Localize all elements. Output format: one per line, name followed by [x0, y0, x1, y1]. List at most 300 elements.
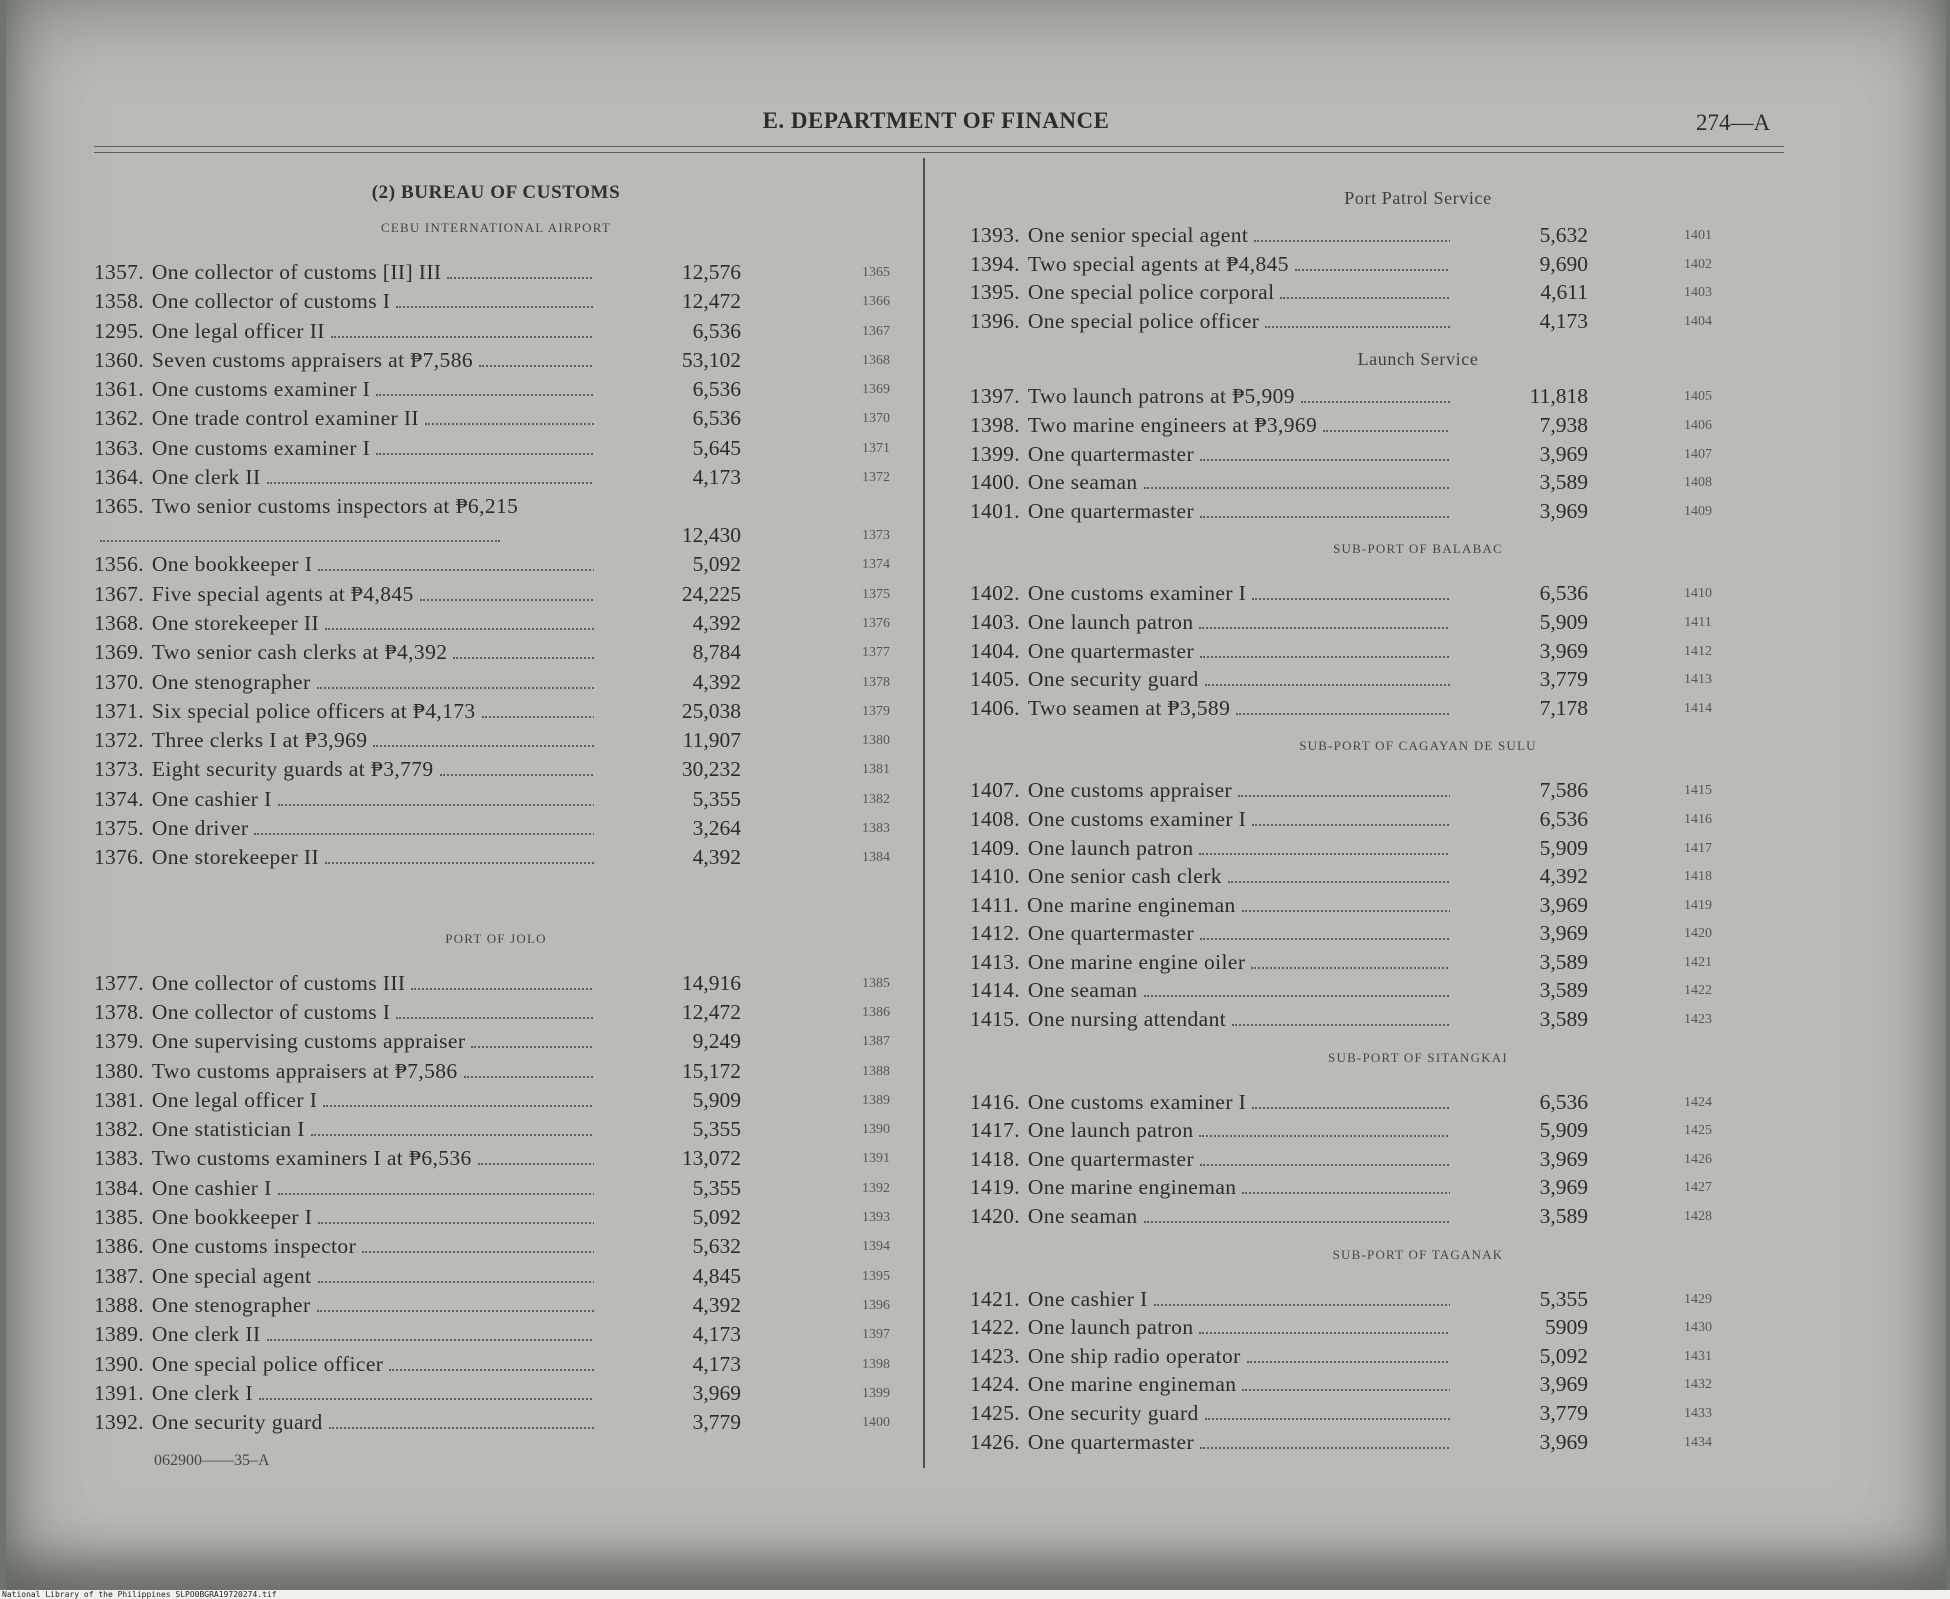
leader-dots	[376, 453, 594, 455]
item-amount: 15,172	[681, 1058, 741, 1083]
item-description	[970, 834, 1450, 863]
column-divider	[923, 158, 925, 1468]
item-text: One nursing attendant	[1027, 1007, 1227, 1032]
item-reference: 1418	[1684, 869, 1712, 885]
table-row	[76, 969, 916, 998]
item-amount: 6,536	[1539, 1089, 1588, 1114]
leader-dots	[1232, 1024, 1450, 1026]
item-number: 1421.	[970, 1286, 1020, 1311]
table-row	[958, 1202, 1878, 1231]
item-number: 1367.	[94, 581, 144, 606]
item-text: One cashier I	[151, 1175, 272, 1200]
item-description	[970, 579, 1450, 608]
item-text: One marine engineman	[1027, 1372, 1237, 1397]
item-text: Six special police officers at ₱4,173	[151, 698, 476, 723]
item-amount: 12,576	[681, 260, 741, 284]
table-row	[958, 976, 1878, 1005]
table-row	[958, 221, 1878, 250]
item-amount: 4,173	[692, 1322, 741, 1347]
group-heading: SUB-PORT OF TAGANAK	[1332, 1246, 1504, 1262]
item-reference: 1373	[862, 528, 890, 544]
group-heading: Launch Service	[1357, 349, 1479, 370]
item-text: One quartermaster	[1027, 638, 1195, 663]
leader-dots	[1199, 627, 1450, 629]
item-description	[970, 637, 1450, 666]
item-number: 1412.	[970, 921, 1020, 946]
leader-dots	[1200, 1447, 1450, 1449]
item-reference: 1421	[1684, 954, 1712, 970]
item-text: One special police officer	[151, 1351, 384, 1376]
item-number: 1363.	[94, 435, 144, 460]
item-number: 1406.	[970, 695, 1020, 720]
leader-dots	[1265, 326, 1450, 328]
item-amount: 7,178	[1539, 695, 1588, 720]
item-amount: 3,969	[1539, 1372, 1588, 1397]
item-text: One quartermaster	[1027, 1429, 1195, 1454]
item-number: 1371.	[94, 698, 144, 723]
item-description	[94, 463, 594, 492]
item-text: Two marine engineers at ₱3,969	[1027, 412, 1318, 437]
item-list	[958, 382, 1878, 525]
item-number: 1380.	[94, 1058, 144, 1083]
header-rule-top	[94, 146, 1784, 147]
item-amount: 5,355	[692, 1175, 741, 1200]
table-row	[76, 317, 916, 346]
table-row	[958, 1370, 1878, 1399]
item-amount: 4,173	[692, 1351, 741, 1376]
item-text: One legal officer II	[151, 318, 325, 343]
item-amount: 3,969	[1539, 638, 1588, 663]
table-row	[958, 579, 1878, 608]
item-reference: 1417	[1684, 840, 1712, 856]
item-text: One collector of customs III	[151, 970, 406, 995]
item-amount: 4,611	[1540, 280, 1588, 305]
item-text: One collector of customs I	[151, 289, 391, 314]
table-row	[76, 1174, 916, 1203]
item-description	[970, 1370, 1450, 1399]
item-text: One driver	[151, 816, 249, 841]
item-number: 1398.	[970, 412, 1020, 437]
item-amount: 11,907	[682, 728, 741, 753]
item-text: One security guard	[151, 1410, 323, 1435]
leader-dots	[464, 1076, 594, 1078]
item-amount: 5,909	[1539, 609, 1588, 634]
item-description	[94, 785, 594, 814]
item-amount: 3,969	[1539, 441, 1588, 466]
item-text: One collector of customs I	[151, 999, 391, 1024]
item-number: 1395.	[970, 280, 1020, 305]
item-reference: 1377	[862, 645, 890, 661]
item-reference: 1370	[862, 411, 890, 427]
item-number: 1385.	[94, 1205, 144, 1230]
table-row	[76, 814, 916, 843]
item-description	[94, 697, 594, 726]
item-description	[970, 411, 1450, 440]
item-reference: 1400	[862, 1415, 890, 1431]
item-description	[970, 468, 1450, 497]
item-description	[970, 976, 1450, 1005]
item-amount: 3,779	[1539, 667, 1588, 692]
item-number: 1400.	[970, 470, 1020, 495]
item-number: 1413.	[970, 949, 1020, 974]
item-text: One launch patron	[1027, 835, 1194, 860]
item-reference: 1414	[1684, 700, 1712, 716]
table-row	[958, 440, 1878, 469]
item-number: 1420.	[970, 1204, 1020, 1229]
item-amount: 3,589	[1539, 978, 1588, 1003]
table-row	[76, 697, 916, 726]
item-reference: 1396	[862, 1297, 890, 1313]
leader-dots	[447, 277, 594, 279]
table-row	[76, 1232, 916, 1261]
document-page	[6, 0, 1946, 1590]
item-text: Seven customs appraisers at ₱7,586	[151, 347, 473, 372]
item-description	[970, 1202, 1450, 1231]
table-row	[76, 726, 916, 755]
item-reference: 1398	[862, 1356, 890, 1372]
item-amount: 4,845	[692, 1263, 741, 1288]
group-heading: SUB-PORT OF CAGAYAN DE SULU	[1299, 738, 1537, 754]
item-amount: 4,392	[1539, 864, 1588, 889]
group-heading: Port Patrol Service	[1344, 188, 1492, 208]
item-amount: 7,938	[1539, 412, 1588, 437]
item-number: 1403.	[970, 609, 1020, 634]
table-row	[958, 665, 1878, 694]
item-description	[94, 492, 594, 550]
item-amount: 4,173	[692, 465, 741, 490]
item-reference: 1393	[862, 1210, 890, 1226]
item-number: 1362.	[94, 406, 144, 431]
table-row	[76, 843, 916, 872]
item-number: 1426.	[970, 1429, 1020, 1454]
item-number: 1422.	[970, 1315, 1020, 1340]
item-description	[94, 1174, 594, 1203]
leader-dots	[1200, 516, 1450, 518]
leader-dots	[278, 1193, 594, 1195]
item-text: One legal officer I	[151, 1087, 318, 1112]
leader-dots	[278, 804, 594, 806]
item-number: 1411.	[970, 892, 1020, 917]
item-text: One senior special agent	[1027, 223, 1249, 247]
item-reference: 1409	[1684, 503, 1712, 519]
item-number: 1409.	[970, 835, 1020, 860]
group-heading: SUB-PORT OF BALABAC	[1333, 541, 1503, 557]
leader-dots	[329, 1427, 594, 1429]
item-number: 1387.	[94, 1263, 144, 1288]
item-reference: 1386	[862, 1004, 890, 1020]
item-description	[94, 1232, 594, 1261]
item-description	[94, 814, 594, 843]
table-row	[958, 250, 1878, 279]
item-reference: 1428	[1684, 1209, 1712, 1225]
table-row	[958, 862, 1878, 891]
item-description	[970, 805, 1450, 834]
table-row	[76, 287, 916, 316]
group-heading: PORT OF JOLO	[445, 930, 547, 946]
leader-dots	[1199, 1135, 1450, 1137]
table-row	[76, 1379, 916, 1408]
item-number: 1378.	[94, 999, 144, 1024]
item-text: One customs examiner I	[1027, 581, 1247, 606]
item-description	[94, 550, 594, 579]
table-row	[76, 434, 916, 463]
item-amount: 3,969	[692, 1380, 741, 1405]
leader-dots	[1228, 881, 1450, 883]
leader-dots	[325, 628, 594, 630]
item-number: 1357.	[94, 260, 144, 284]
item-amount: 3,969	[1539, 498, 1588, 523]
group-heading: SUB-PORT OF SITANGKAI	[1328, 1049, 1508, 1065]
item-reference: 1399	[862, 1385, 890, 1401]
leader-dots	[389, 1369, 594, 1371]
leader-dots	[1251, 967, 1450, 969]
item-reference: 1432	[1684, 1377, 1712, 1393]
item-text: One cashier I	[1027, 1286, 1148, 1311]
table-row	[76, 998, 916, 1027]
table-row	[958, 411, 1878, 440]
item-amount: 3,969	[1539, 892, 1588, 917]
table-row	[958, 948, 1878, 977]
table-row	[76, 1027, 916, 1056]
item-description	[970, 1342, 1450, 1371]
item-amount: 4,173	[1539, 308, 1588, 333]
item-reference: 1427	[1684, 1180, 1712, 1196]
item-number: 1360.	[94, 347, 144, 372]
leader-dots	[420, 599, 594, 601]
item-amount: 6,536	[692, 318, 741, 343]
item-description	[94, 1379, 594, 1408]
item-text: One bookkeeper I	[151, 552, 313, 577]
leader-dots	[1238, 795, 1450, 797]
item-number: 1397.	[970, 384, 1020, 409]
item-number: 1370.	[94, 669, 144, 694]
leader-dots	[1247, 1361, 1450, 1363]
item-reference: 1401	[1684, 228, 1712, 243]
table-row	[76, 609, 916, 638]
item-reference: 1395	[862, 1268, 890, 1284]
item-text: One clerk II	[151, 465, 261, 490]
item-text: One special police corporal	[1027, 280, 1275, 305]
item-amount: 5,355	[1539, 1286, 1588, 1311]
item-text: Two customs appraisers at ₱7,586	[151, 1058, 458, 1083]
item-amount: 12,472	[681, 999, 741, 1024]
item-amount: 3,589	[1539, 1007, 1588, 1032]
item-list	[958, 1088, 1878, 1231]
item-number: 1361.	[94, 377, 144, 402]
item-number: 1399.	[970, 441, 1020, 466]
item-amount: 3,589	[1539, 949, 1588, 974]
item-number: 1392.	[94, 1410, 144, 1435]
item-description	[970, 497, 1450, 526]
item-number: 1382.	[94, 1117, 144, 1142]
item-description	[970, 891, 1450, 920]
item-number: 1390.	[94, 1351, 144, 1376]
item-description	[94, 843, 594, 872]
item-amount: 5,632	[692, 1234, 741, 1259]
item-amount: 24,225	[681, 581, 741, 606]
item-number: 1414.	[970, 978, 1020, 1003]
item-description	[970, 1313, 1450, 1342]
scan-caption: National Library of the Philippines SLPO0BGRA19720274.tif	[0, 1590, 1950, 1599]
item-reference: 1375	[862, 586, 890, 602]
header-rule-bottom	[94, 152, 1784, 153]
leader-dots	[1200, 459, 1450, 461]
item-reference: 1372	[862, 470, 890, 486]
item-amount: 5,092	[692, 1205, 741, 1230]
table-row	[76, 1262, 916, 1291]
item-reference: 1420	[1684, 926, 1712, 942]
item-amount: 6,536	[1539, 581, 1588, 606]
item-text: One special police officer	[1027, 308, 1260, 333]
table-row	[76, 1408, 916, 1437]
item-description	[970, 862, 1450, 891]
item-amount: 5,355	[692, 1117, 741, 1142]
item-text: One customs inspector	[151, 1234, 357, 1259]
item-description	[94, 1408, 594, 1437]
item-amount: 9,249	[692, 1029, 741, 1054]
table-row	[958, 1285, 1878, 1314]
item-reference: 1385	[862, 975, 890, 991]
leader-dots	[267, 1339, 594, 1341]
item-text: One customs examiner I	[151, 377, 371, 402]
item-amount: 3,589	[1539, 470, 1588, 495]
table-row	[958, 919, 1878, 948]
leader-dots	[471, 1046, 594, 1048]
table-row	[958, 1313, 1878, 1342]
item-description	[970, 608, 1450, 637]
item-reference: 1430	[1684, 1320, 1712, 1336]
item-description	[970, 694, 1450, 723]
item-description	[94, 404, 594, 433]
item-number: 1402.	[970, 581, 1020, 606]
item-reference: 1407	[1684, 446, 1712, 462]
item-text: One security guard	[1027, 667, 1199, 692]
leader-dots	[425, 423, 594, 425]
table-row	[76, 463, 916, 492]
item-text: One cashier I	[151, 786, 272, 811]
item-amount: 5,632	[1539, 223, 1588, 247]
item-amount: 5,909	[1539, 1118, 1588, 1143]
item-amount: 5,909	[1539, 835, 1588, 860]
item-number: 1391.	[94, 1380, 144, 1405]
item-description	[970, 776, 1450, 805]
item-reference: 1380	[862, 733, 890, 749]
table-row	[76, 404, 916, 433]
item-amount: 3,779	[692, 1410, 741, 1435]
item-amount: 12,430	[681, 523, 741, 548]
item-reference: 1429	[1684, 1291, 1712, 1307]
item-amount: 5909	[1545, 1315, 1588, 1340]
item-number: 1407.	[970, 778, 1020, 803]
item-amount: 7,586	[1539, 778, 1588, 803]
item-reference: 1412	[1684, 643, 1712, 659]
item-text: One quartermaster	[1027, 1146, 1195, 1171]
leader-dots	[318, 1222, 594, 1224]
leader-dots	[1236, 713, 1450, 715]
item-number: 1383.	[94, 1146, 144, 1171]
item-amount: 5,092	[692, 552, 741, 577]
item-amount: 25,038	[681, 698, 741, 723]
right-column	[958, 158, 1878, 1456]
section-title: (2) BUREAU OF CUSTOMS	[371, 182, 621, 203]
item-text: Two launch patrons at ₱5,909	[1027, 384, 1295, 409]
leader-dots	[1254, 240, 1450, 242]
leader-dots	[1200, 938, 1450, 940]
item-number: 1295.	[94, 318, 144, 343]
leader-dots	[396, 306, 594, 308]
item-reference: 1378	[862, 674, 890, 690]
table-row	[76, 550, 916, 579]
item-text: One clerk II	[151, 1322, 261, 1347]
item-reference: 1402	[1684, 256, 1712, 272]
table-row	[958, 637, 1878, 666]
item-description	[94, 317, 594, 346]
item-description	[94, 998, 594, 1027]
item-amount: 3,589	[1539, 1204, 1588, 1229]
item-reference: 1423	[1684, 1012, 1712, 1028]
item-amount: 4,392	[692, 1292, 741, 1317]
item-description	[94, 1144, 594, 1173]
item-description	[970, 278, 1450, 307]
item-description	[94, 1203, 594, 1232]
item-text: One special agent	[151, 1263, 312, 1288]
leader-dots	[1242, 910, 1450, 912]
table-row	[958, 497, 1878, 526]
item-description	[94, 434, 594, 463]
leader-dots	[1205, 684, 1450, 686]
leader-dots	[1199, 853, 1450, 855]
item-description	[94, 1350, 594, 1379]
leader-dots	[323, 1105, 594, 1107]
leader-dots	[1242, 1192, 1450, 1194]
item-number: 1364.	[94, 465, 144, 490]
item-text: One quartermaster	[1027, 498, 1195, 523]
item-number: 1423.	[970, 1343, 1020, 1368]
item-description	[94, 580, 594, 609]
item-amount: 30,232	[681, 757, 741, 782]
item-description	[970, 1428, 1450, 1457]
item-description	[94, 726, 594, 755]
item-description	[970, 307, 1450, 336]
leader-dots	[1301, 401, 1450, 403]
item-text: One trade control examiner II	[151, 406, 419, 431]
table-row	[76, 1115, 916, 1144]
item-reference: 1410	[1684, 586, 1712, 602]
leader-dots	[1200, 656, 1450, 658]
leader-dots	[259, 1398, 594, 1400]
left-column	[76, 158, 916, 1437]
item-text: One stenographer	[151, 1292, 311, 1317]
item-amount: 6,536	[692, 377, 741, 402]
item-description	[970, 1145, 1450, 1174]
item-amount: 5,355	[692, 786, 741, 811]
item-amount: 8,784	[692, 640, 741, 665]
item-description	[94, 755, 594, 784]
item-reference: 1433	[1684, 1406, 1712, 1421]
table-row	[958, 1399, 1878, 1428]
item-amount: 13,072	[681, 1146, 741, 1171]
item-list	[958, 221, 1878, 335]
item-amount: 14,916	[681, 970, 741, 995]
item-reference: 1416	[1684, 811, 1712, 827]
item-description	[970, 440, 1450, 469]
item-description	[970, 382, 1450, 411]
item-text: One quartermaster	[1027, 441, 1195, 466]
item-reference: 1403	[1684, 285, 1712, 301]
footer-code: 062900——35–A	[154, 1452, 270, 1469]
leader-dots	[479, 365, 594, 367]
table-row	[958, 1005, 1878, 1034]
